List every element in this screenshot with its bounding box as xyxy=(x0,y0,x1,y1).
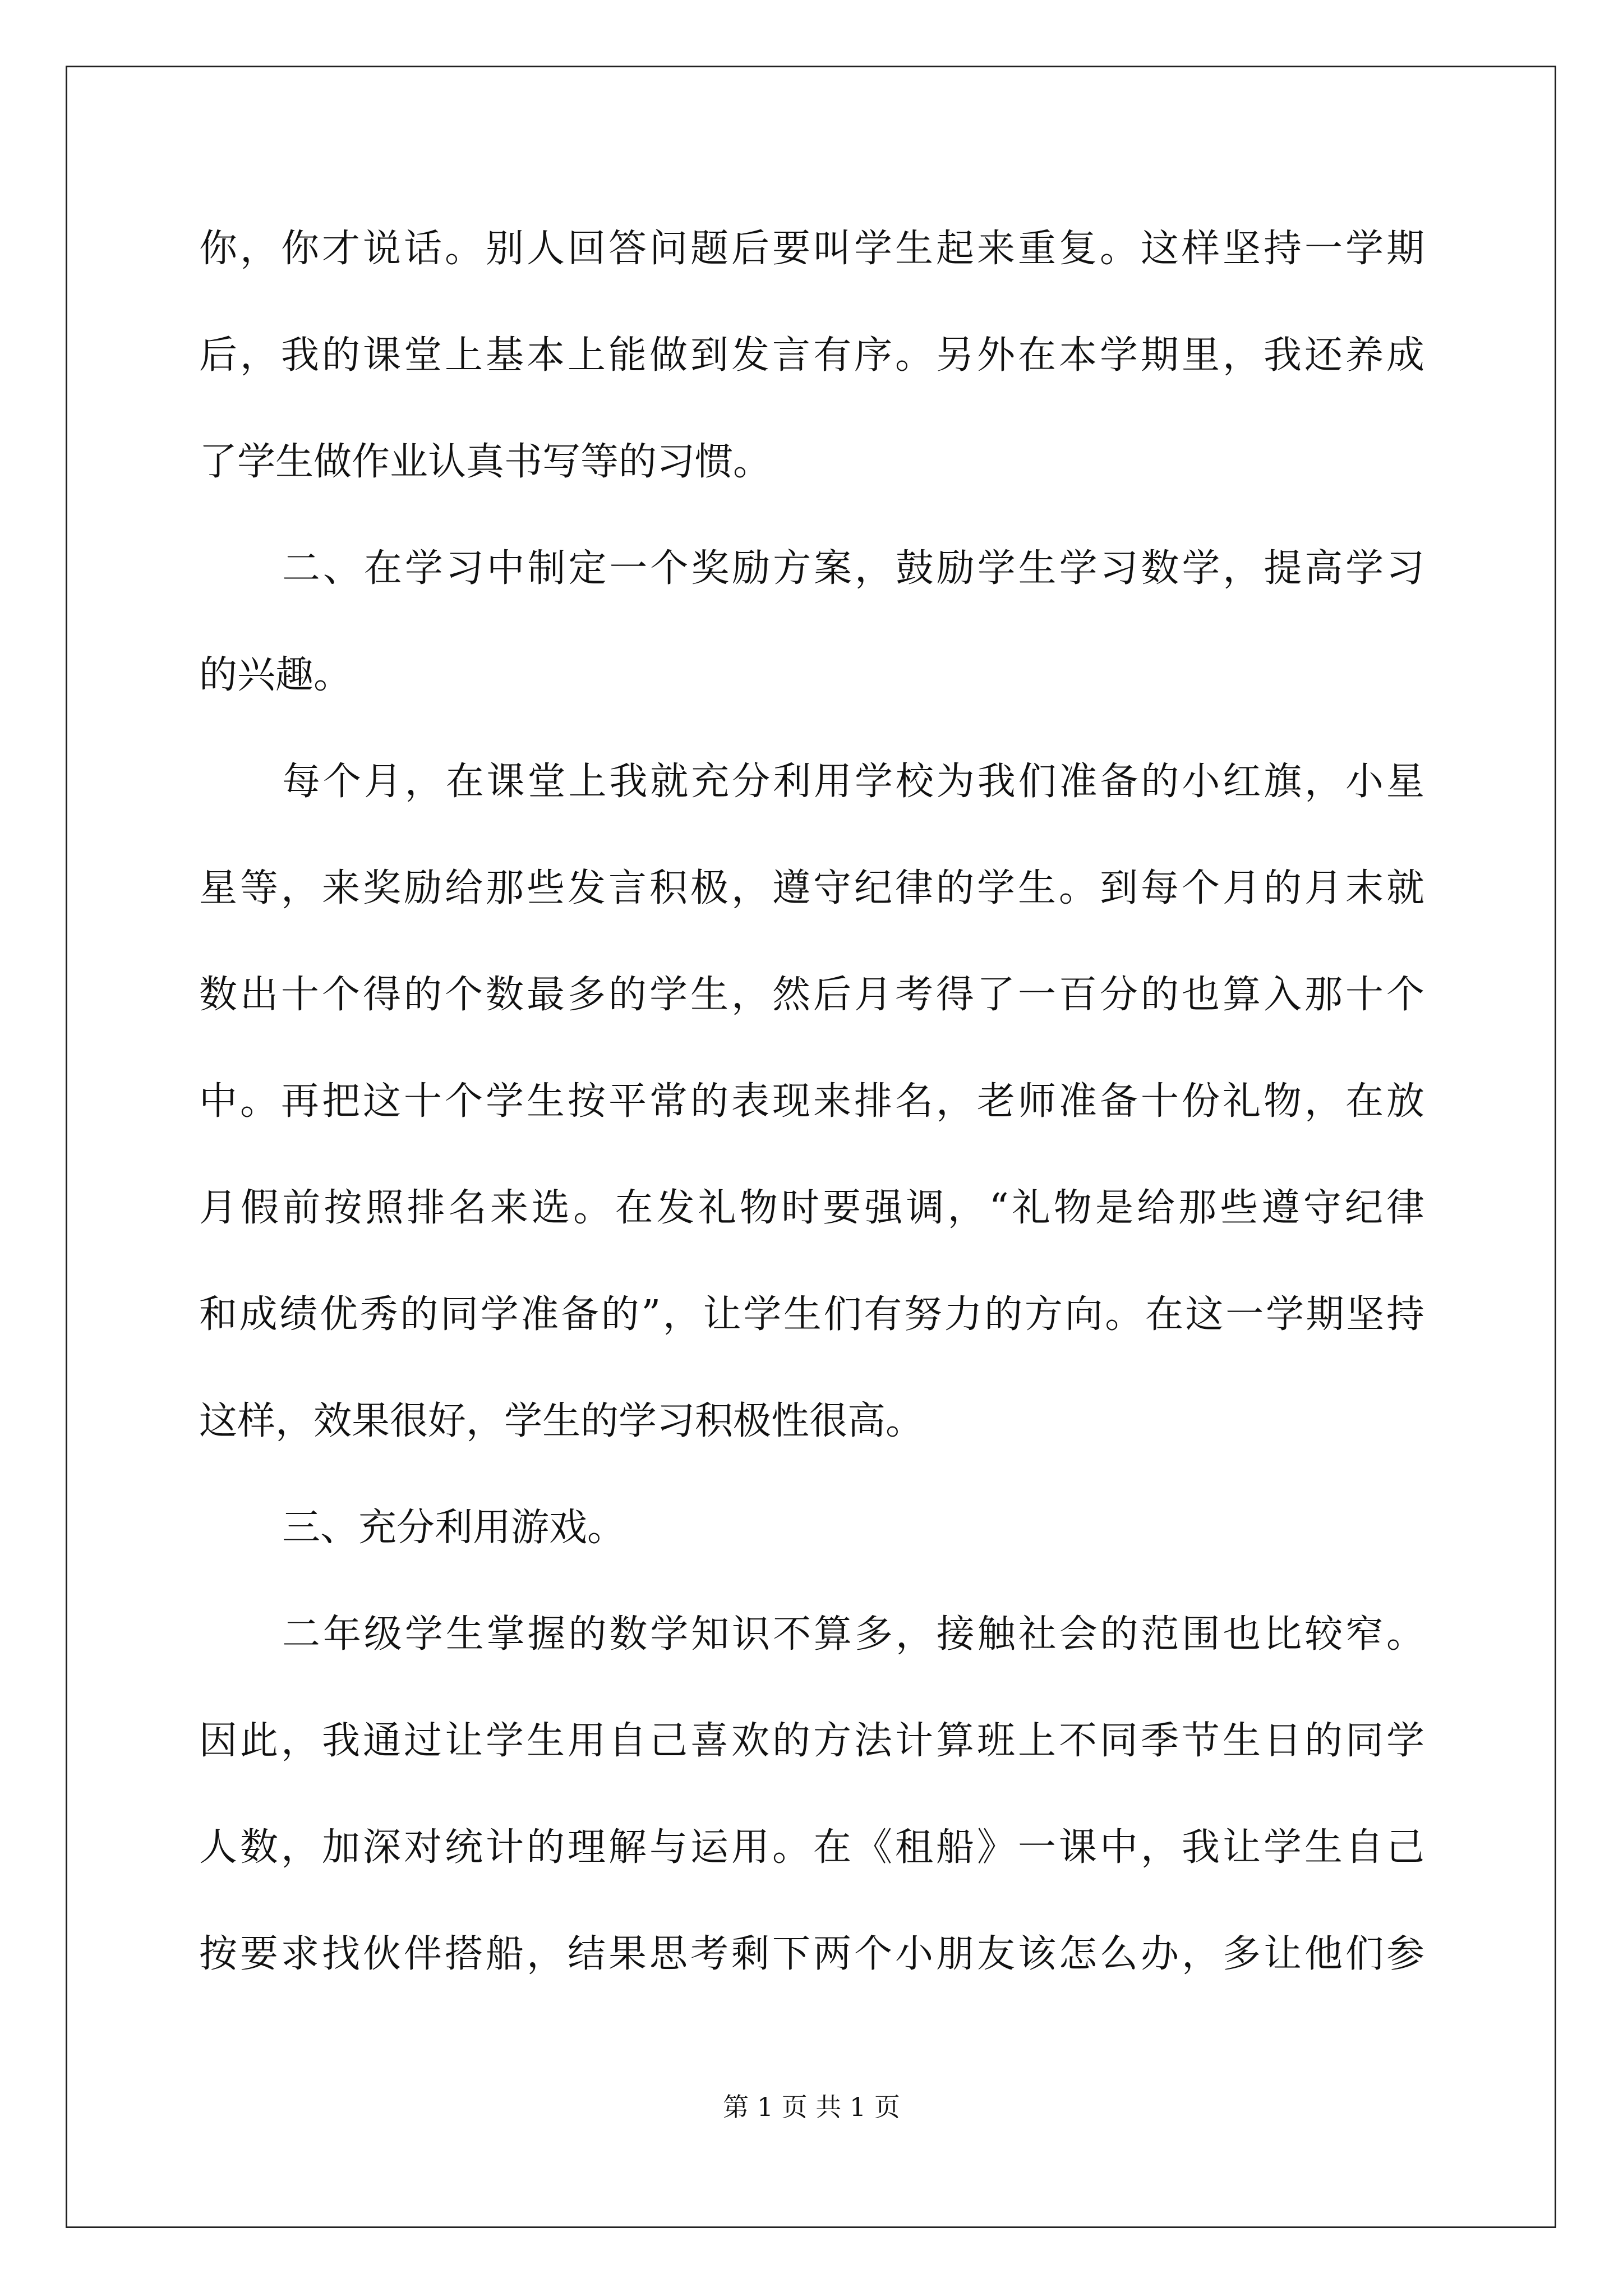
text-line: 了学生做作业认真书写等的习惯。 xyxy=(199,440,772,484)
text-line: 数出十个得的个数最多的学生，然后月考得了一百分的也算入那十个 xyxy=(199,973,1424,1017)
text-line: 的兴趣。 xyxy=(199,653,352,697)
text-line: 因此，我通过让学生用自己喜欢的方法计算班上不同季节生日的同学 xyxy=(199,1719,1424,1763)
text-line: 后，我的课堂上基本上能做到发言有序。另外在本学期里，我还养成 xyxy=(199,333,1424,378)
section-heading-line: 二、在学习中制定一个奖励方案，鼓励学生学习数学，提高学习 xyxy=(282,546,1424,591)
text-line: 中。再把这十个学生按平常的表现来排名，老师准备十份礼物，在放 xyxy=(199,1079,1424,1124)
text-line: 按要求找伙伴搭船，结果思考剩下两个小朋友该怎么办，多让他们参 xyxy=(199,1932,1424,1976)
paragraph-first-line: 二年级学生掌握的数学知识不算多，接触社会的范围也比较窄。 xyxy=(282,1612,1424,1657)
text-line: 你，你才说话。别人回答问题后要叫学生起来重复。这样坚持一学期 xyxy=(199,227,1424,271)
text-line: 人数，加深对统计的理解与运用。在《租船》一课中，我让学生自己 xyxy=(199,1825,1424,1870)
text-line: 月假前按照排名来选。在发礼物时要强调，“礼物是给那些遵守纪律 xyxy=(199,1186,1424,1230)
text-line: 这样，效果很好，学生的学习积极性很高。 xyxy=(199,1399,924,1443)
document-body xyxy=(199,213,1424,2025)
text-line: 和成绩优秀的同学准备的”，让学生们有努力的方向。在这一学期坚持 xyxy=(199,1292,1424,1337)
paragraph-first-line: 每个月，在课堂上我就充分利用学校为我们准备的小红旗，小星 xyxy=(282,760,1424,804)
text-line: 星等，来奖励给那些发言积极，遵守纪律的学生。到每个月的月末就 xyxy=(199,866,1424,910)
section-heading-line: 三、充分利用游戏。 xyxy=(282,1506,626,1550)
page-number-footer: 第 1 页 共 1 页 xyxy=(723,2092,900,2122)
